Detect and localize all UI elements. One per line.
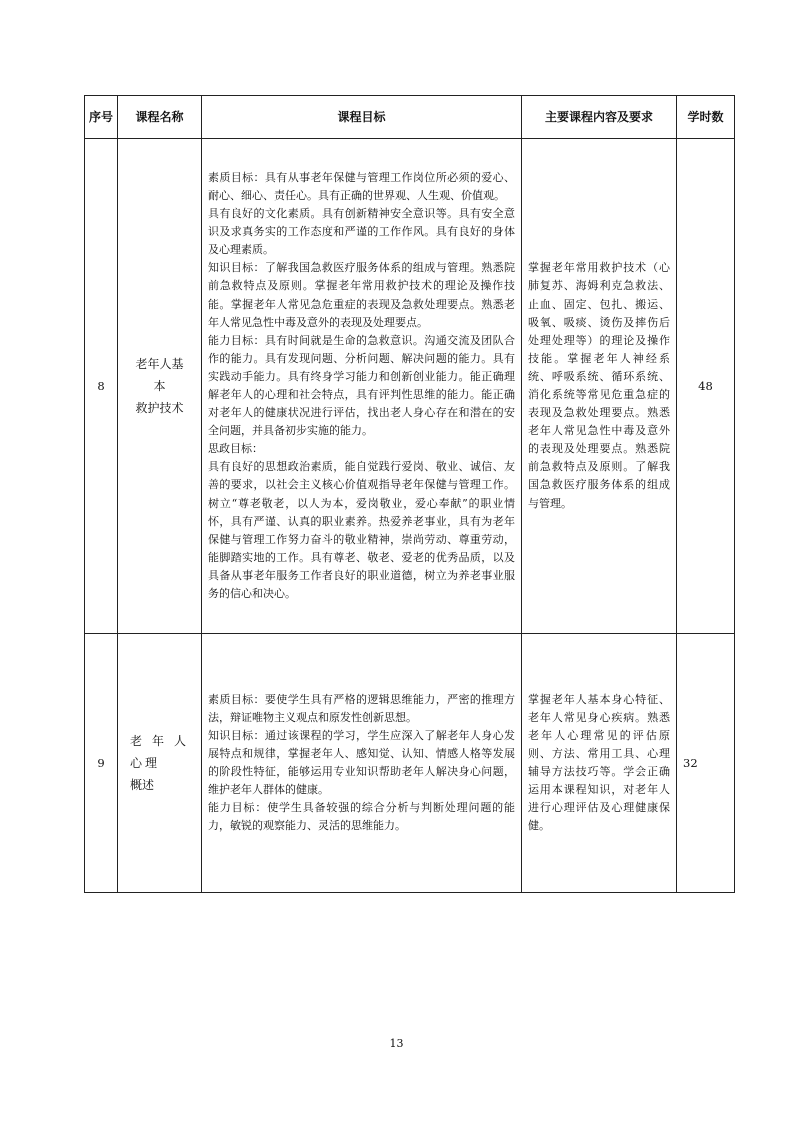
header-course-name: 课程名称 <box>118 96 202 139</box>
course-name-line: 老年人基本 <box>135 357 184 393</box>
header-no: 序号 <box>85 96 118 139</box>
table-row <box>85 634 735 893</box>
goal-paragraph: 能力目标：使学生具备较强的综合分析与判断处理问题的能力，敏锐的观察能力、灵活的思维能力。 <box>208 801 515 833</box>
goal-paragraph: 思政目标： <box>208 442 263 456</box>
goal-paragraph: 知识目标：通过该课程的学习，学生应深入了解老年人身心发展特点和规律，掌握老年人、感知觉、认知、情感人格等发展的阶段性特征，能够运用专业知识帮助老年人解决身心问题，维护老年人群体的健康。 <box>208 728 515 797</box>
course-name-line: 概述 <box>130 778 155 792</box>
course-name-cell <box>118 139 202 634</box>
row-number: 8 <box>85 139 118 634</box>
header-hours: 学时数 <box>677 96 735 139</box>
course-goal-cell <box>202 139 522 634</box>
course-name-line: 救护技术 <box>135 401 184 415</box>
course-name-cell <box>118 634 202 893</box>
course-name-line: 老年人心理 <box>130 734 189 770</box>
table-header-row <box>85 96 735 139</box>
content-text: 掌握老年人基本身心特征、老年人常见身心疾病。熟悉老年人心理常见的评估原则、方法、常用工具、心理辅导方法技巧等。学会正确运用本课程知识，对老年人进行心理评估及心理健康保健。 <box>528 692 670 833</box>
content-text: 掌握老年常用救护技术（心肺复苏、海姆利克急救法、止血、固定、包扎、搬运、吸氧、吸痰、烫伤及摔伤后处理处理等）的理论及操作技能。掌握老年人神经系统、呼吸系统、循环系统、消化系统等常见危重急症的表现及急救处理要点。熟悉老年人常见急性中毒及意外的表现及处理要点。熟悉院前急救特点及原则。了解我国急救医疗服务体系的组成与管理。 <box>528 261 670 510</box>
goal-paragraph: 具有良好的思想政治素质，能自觉践行爱岗、敬业、诚信、友善的要求，以社会主义核心价值观指导老年保健与管理工作。树立“尊老敬老，以人为本，爱岗敬业，爱心奉献”的职业情怀，具有严谨、认真的职业素养。热爱养老事业，具有为老年保健与管理工作努力奋斗的敬业精神，崇尚劳动、尊重劳动，能脚踏实地的工作。具有尊老、敬老、爱老的优秀品质，以及具备从事老年服务工作者良好的职业道德，树立为养老事业服务的信心和决心。 <box>208 460 515 601</box>
header-course-goal: 课程目标 <box>202 96 522 139</box>
hours-cell: 32 <box>677 634 735 893</box>
course-content-cell <box>522 139 677 634</box>
goal-paragraph: 素质目标：具有从事老年保健与管理工作岗位所必须的爱心、耐心、细心、责任心。具有正确的世界观、人生观、价值观。 <box>208 170 515 202</box>
course-content-cell <box>522 634 677 893</box>
goal-paragraph: 素质目标：要使学生具有严格的逻辑思维能力，严密的推理方法，辩证唯物主义观点和原发性创新思想。 <box>208 692 515 724</box>
table-row <box>85 139 735 634</box>
goal-paragraph: 具有良好的文化素质。具有创新精神安全意识等。具有安全意识及求真务实的工作态度和严谨的工作作风。具有良好的身体及心理素质。 <box>208 207 515 257</box>
course-table <box>84 95 735 893</box>
goal-paragraph: 能力目标：具有时间就是生命的急救意识。沟通交流及团队合作的能力。具有发现问题、分析问题、解决问题的能力。具有实践动手能力。具有终身学习能力和创新创业能力。能正确理解老年人的心理和社会特点，具有评判性思维的能力。能正确对老年人的健康状况进行评估，找出老人身心存在和潜在的安全问题，并具备初步实施的能力。 <box>208 333 515 438</box>
hours-cell: 48 <box>677 139 735 634</box>
goal-paragraph: 知识目标：了解我国急救医疗服务体系的组成与管理。熟悉院前急救特点及原则。掌握老年常用救护技术的理论及操作技能。掌握老年人常见急危重症的表现及急救处理要点。熟悉老年人常见急性中毒及意外的表现及处理要点。 <box>208 261 515 329</box>
course-goal-cell <box>202 634 522 893</box>
page-number: 13 <box>389 1037 404 1050</box>
header-course-content: 主要课程内容及要求 <box>522 96 677 139</box>
row-number: 9 <box>85 634 118 893</box>
